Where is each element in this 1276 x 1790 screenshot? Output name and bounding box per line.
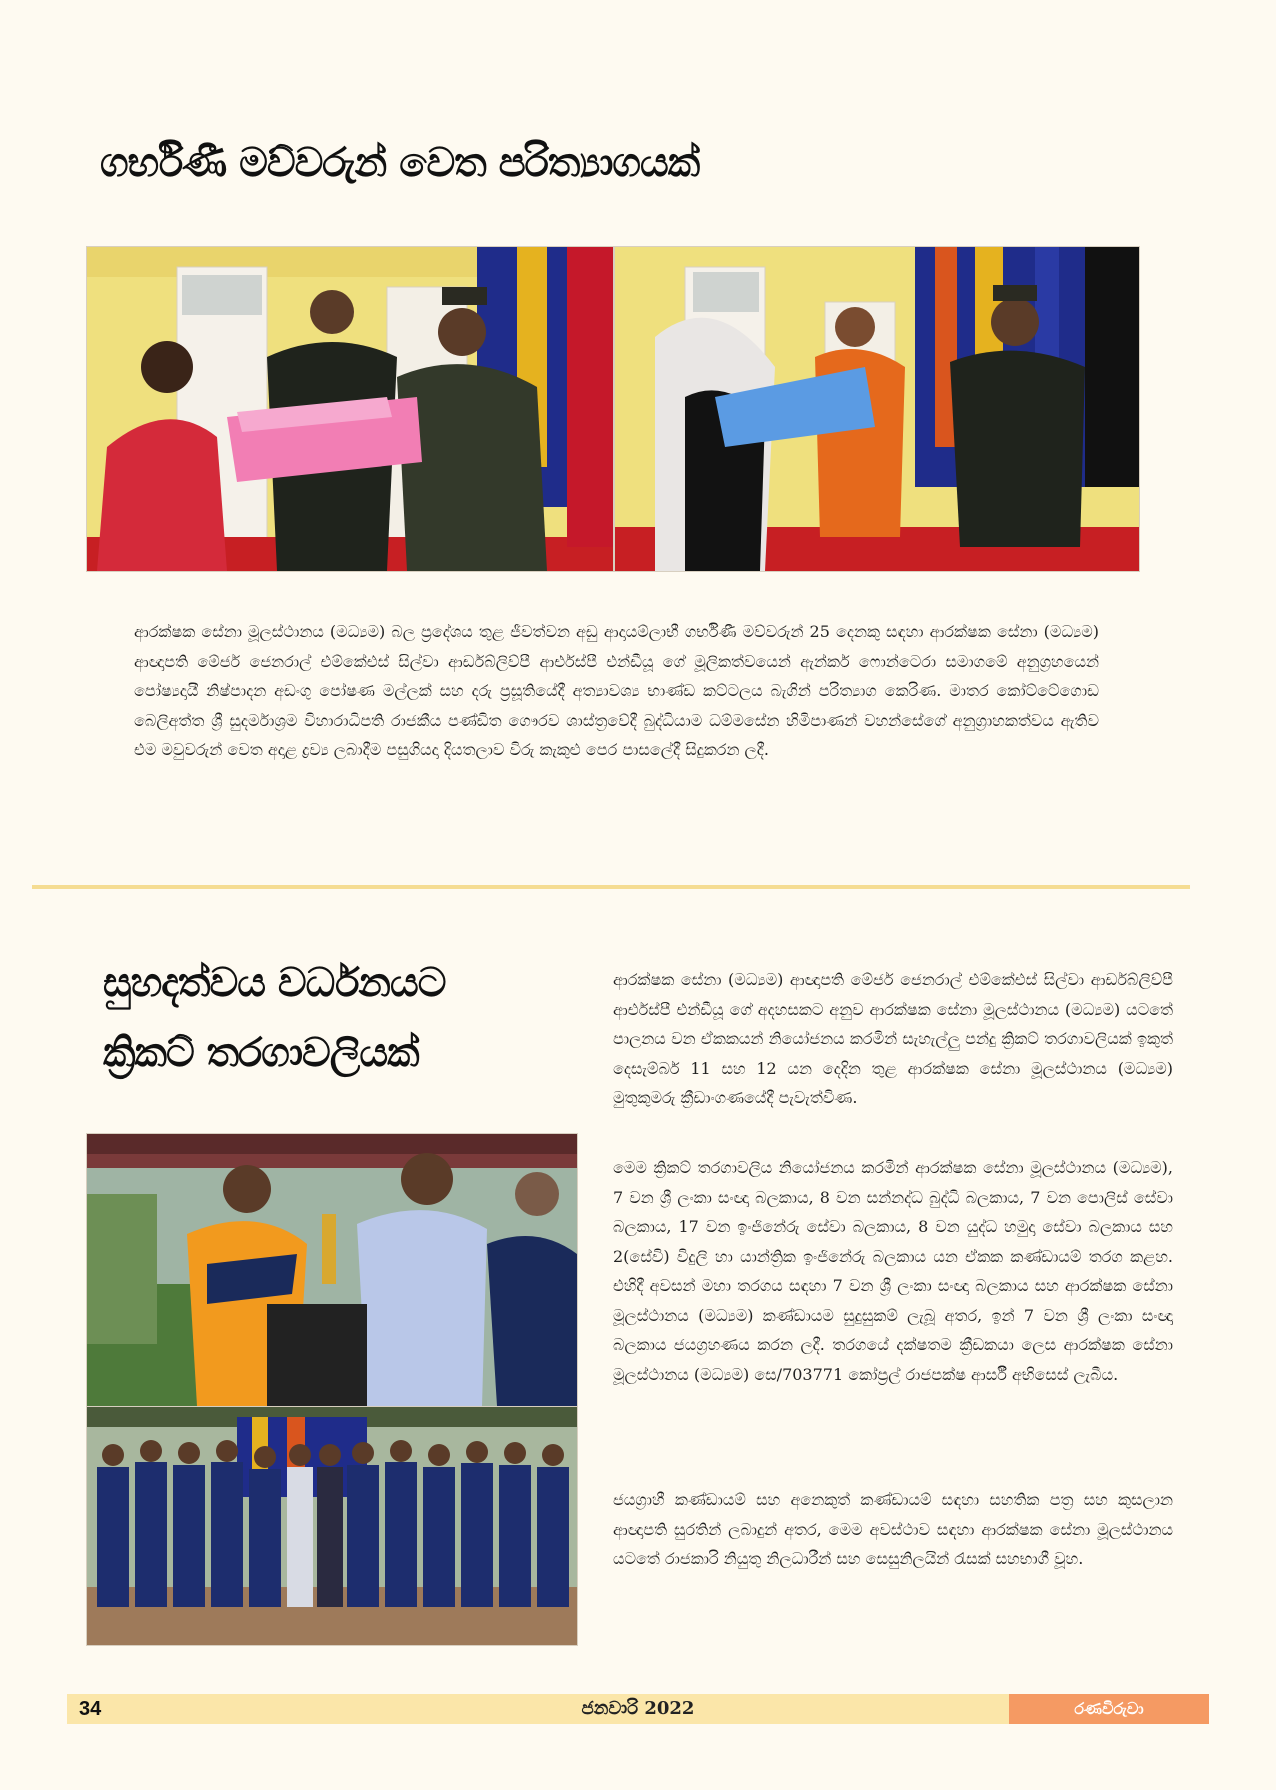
issue-date: ජනවාරි 2022: [581, 1698, 695, 1719]
article1-title: ගර්භිණී මව්වරුන් වෙත පරිත්‍යාගයක්: [100, 140, 700, 186]
article1-body: ආරක්ෂක සේනා මූලස්ථානය (මධ්‍යම) බල ප්‍රදේශය තුළ ජීවත්වන අඩු ආදායම්ලාභී ගර්භිණී මව්වරුන් 25 දෙනකු සඳහා ආරක්ෂක සේනා (මධ්‍යම) ආඥාපති මේජර් ජෙනරාල් එම්කේඑස් සිල්වා ආර්ඩබ්ලිව්පී ආර්එස්පී එන්ඩීයූ ගේ මූලිකත්වයෙන් ඇන්කර් ෆොන්ටෙරා සමාගමේ අනුග්‍රහයෙන් පෝෂ්‍යදායී නිෂ්පාදන අඩංගු පෝෂණ මල්ලක් සහ දරු ප්‍රසූතියේදී අත්‍යාවශ්‍ය භාණ්ඩ කට්ටලය බැගින් පරිත්‍යාග කෙරිණ. මාතර කෝට්ටේගොඩ බෙලිඅත්ත ශ්‍රී සුදර්මාශ්‍රම විහාරාධිපති රාජකීය පණ්ඩිත ගෞරව ශාස්ත්‍රවේදී බුද්ධියාම ධම්මසේන හිමිපාණන් වහන්සේගේ අනුග්‍රාහකත්වය ඇතිව එම මවුවරුන් වෙත අදාළ ද්‍රව්‍ය ලබාදීම පසුගියදා දියතලාව විරු කැකුළු පෙර පාසලේදී සිදුකරන ලදී.: [134, 622, 1099, 759]
article2-title-line1: සුහදත්වය වර්ධනයට: [103, 960, 446, 1006]
article2-para2: මෙම ක්‍රිකට් තරගාවලිය නියෝජනය කරමින් ආරක්ෂක සේනා මූලස්ථානය (මධ්‍යම), 7 වන ශ්‍රී ලංකා සංඥා බලකාය, 8 වන සන්නද්ධ බුද්ධි බලකාය, 7 වන පොලිස් සේවා බලකාය, 17 වන ඉංජිනේරු සේවා බලකාය, 8 වන යුද්ධ හමුදා සේවා බලකාය සහ 2(සේවි) විදුලි හා යාන්ත්‍රික ඉංජිනේරු බලකාය යන ඒකක කණ්ඩායම් තරග කළහ. එහිදී අවසන් මහා තරගය සඳහා 7 වන ශ්‍රී ලංකා සංඥා බලකාය සහ ආරක්ෂක සේනා මූලස්ථානය (මධ්‍යම) කණ්ඩායම සුදුසුකම් ලැබූ අතර, ඉන් 7 වන ශ්‍රී ලංකා සංඥා බලකාය ජයග්‍රහණය කරන ලදී. තරගයේ දක්ෂතම ක්‍රීඩකයා ලෙස ආරක්ෂක සේනා මූලස්ථානය (මධ්‍යම) සෙ/703771 කෝප්‍රල් රාජපක්ෂ ආර්සී අභිසෙස් ලැබීය.: [613, 1158, 1173, 1384]
page-footer: [67, 1694, 1209, 1724]
article2-para3: ජයග්‍රාහී කණ්ඩායම් සහ අනෙකුත් කණ්ඩායම් සඳහා සහතික පත්‍ර සහ කුසලාන ආඥාපති සුරතින් ලබාදුන් අතර, මෙම අවස්ථාව සඳහා ආරක්ෂක සේනා මූලස්ථානය යටතේ රාජකාරි නියුතු නිලධාරීන් සහ සෙසුනිලයින් රැසක් සහභාගී වූහ.: [613, 1490, 1173, 1568]
section-divider: [32, 885, 1190, 889]
photo-trophy-presentation: [86, 1133, 578, 1407]
article2-para1: ආරක්ෂක සේනා (මධ්‍යම) ආඥාපති මේජර් ජෙනරාල් එම්කේඑස් සිල්වා ආර්ඩබ්ලිව්පී ආර්එස්පී එන්ඩීයූ ගේ අදහසකට අනුව ආරක්ෂක සේනා මූලස්ථානය (මධ්‍යම) යටතේ පාලනය වන ඒකකයන් නියෝජනය කරමින් සැහැල්ලු පන්දු ක්‍රිකට් තරගාවලියක් ඉකුත් දෙසැම්බර් 11 සහ 12 යන දෙදින තුළ ආරක්ෂක සේනා මූලස්ථානය (මධ්‍යම) මුතුකුමරු ක්‍රීඩාංගණයේදී පැවැත්විණ.: [613, 970, 1173, 1107]
magazine-brand: රණවිරුවා: [1009, 1694, 1209, 1724]
photo-team-group: [86, 1406, 578, 1646]
photo-donation-pink-basin: [86, 246, 614, 572]
photo-donation-blue-basin: [614, 246, 1140, 572]
article2-title-line2: ක්‍රිකට් තරගාවලියක්: [103, 1030, 419, 1076]
page-number: 34: [79, 1698, 102, 1720]
